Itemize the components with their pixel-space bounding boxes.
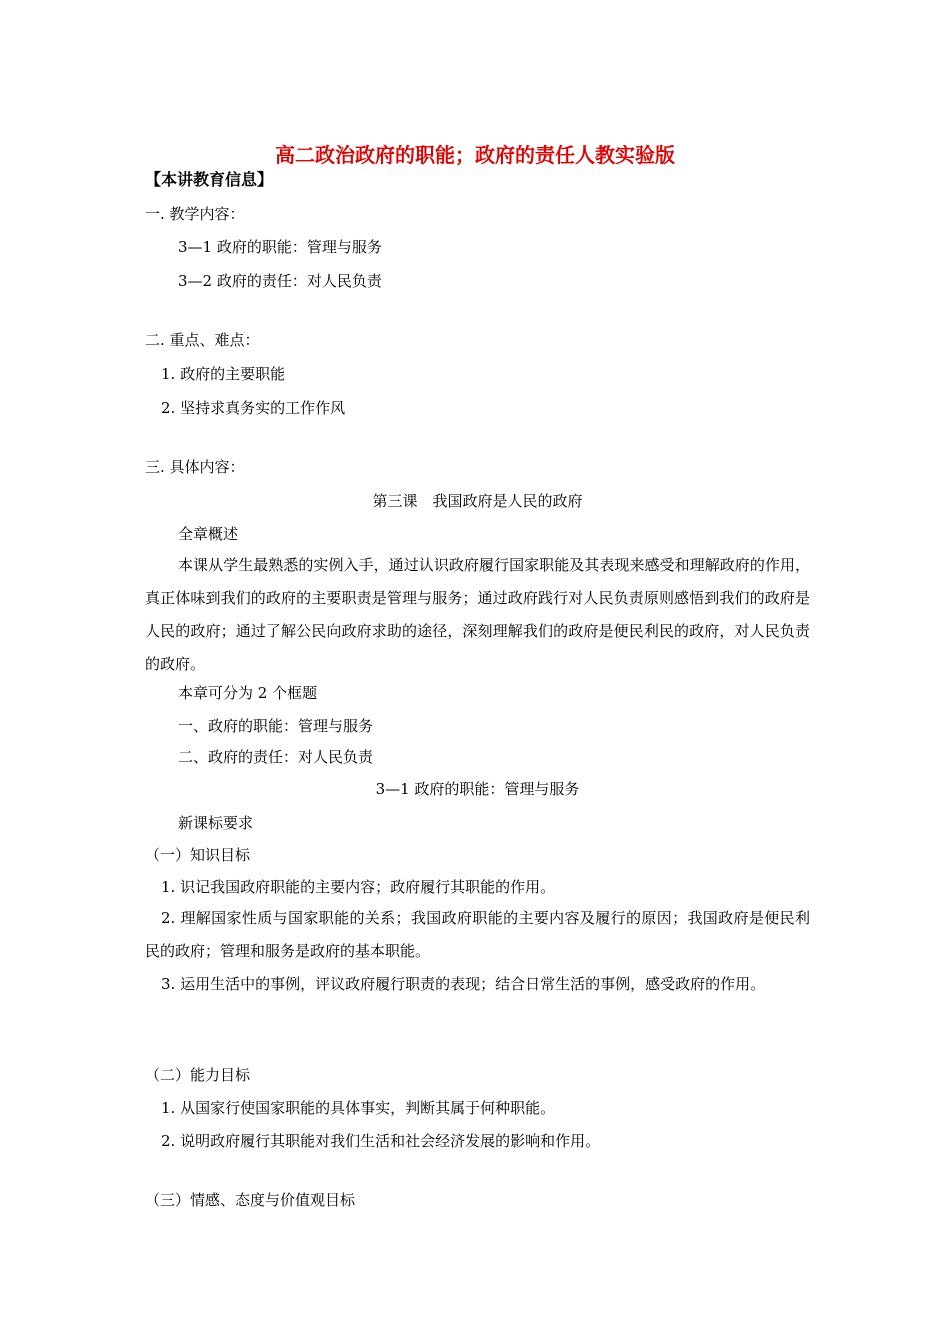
overview-paragraph: 本课从学生最熟悉的实例入手，通过认识政府履行国家职能及其表现来感受和理解政府的作用，真正体味到我们的政府的主要职责是管理与服务；通过政府践行对人民负责原则感悟到我们的政府是人民的政府；通过了解公民向政府求助的途径，深刻理解我们的政府是便民利民的政府，对人民负责的政府。: [145, 556, 810, 673]
section2-item: 2. 坚持求真务实的工作作风: [161, 399, 346, 417]
knowledge-item: 3. 运用生活中的事例，评议政府履行职责的表现；结合日常生活的事例，感受政府的作用。: [161, 975, 766, 993]
frames-intro: 本章可分为 2 个框题: [178, 684, 318, 702]
section1-item: 3—1 政府的职能：管理与服务: [178, 238, 382, 256]
knowledge-heading: （一）知识目标: [145, 846, 251, 864]
section3-heading: 三. 具体内容：: [145, 458, 245, 476]
frame-item: 一、政府的职能：管理与服务: [178, 717, 374, 735]
ability-item: 2. 说明政府履行其职能对我们生活和社会经济发展的影响和作用。: [161, 1132, 601, 1150]
ability-heading: （二）能力目标: [145, 1066, 251, 1084]
document-title: 高二政治政府的职能；政府的责任人教实验版: [275, 143, 675, 167]
knowledge-item: 2. 理解国家性质与国家职能的关系；我国政府职能的主要内容及履行的原因；我国政府是便民利民的政府；管理和服务是政府的基本职能。: [145, 909, 810, 960]
standards-heading: 新课标要求: [178, 814, 254, 832]
knowledge-item: 1. 识记我国政府职能的主要内容；政府履行其职能的作用。: [161, 878, 556, 896]
ability-item: 1. 从国家行使国家职能的具体事实，判断其属于何种职能。: [161, 1099, 556, 1117]
section2-heading: 二. 重点、难点：: [145, 331, 260, 349]
section2-item: 1. 政府的主要职能: [161, 365, 286, 383]
subsection-title: 3—1 政府的职能：管理与服务: [375, 780, 580, 798]
section1-item: 3—2 政府的责任：对人民负责: [178, 272, 382, 290]
values-heading: （三）情感、态度与价值观目标: [145, 1191, 356, 1209]
frame-item: 二、政府的责任：对人民负责: [178, 748, 374, 766]
section1-heading: 一. 教学内容：: [145, 205, 245, 223]
lesson-title: 第三课 我国政府是人民的政府: [372, 492, 583, 510]
overview-heading: 全章概述: [178, 525, 239, 543]
info-heading: 【本讲教育信息】: [145, 170, 274, 189]
